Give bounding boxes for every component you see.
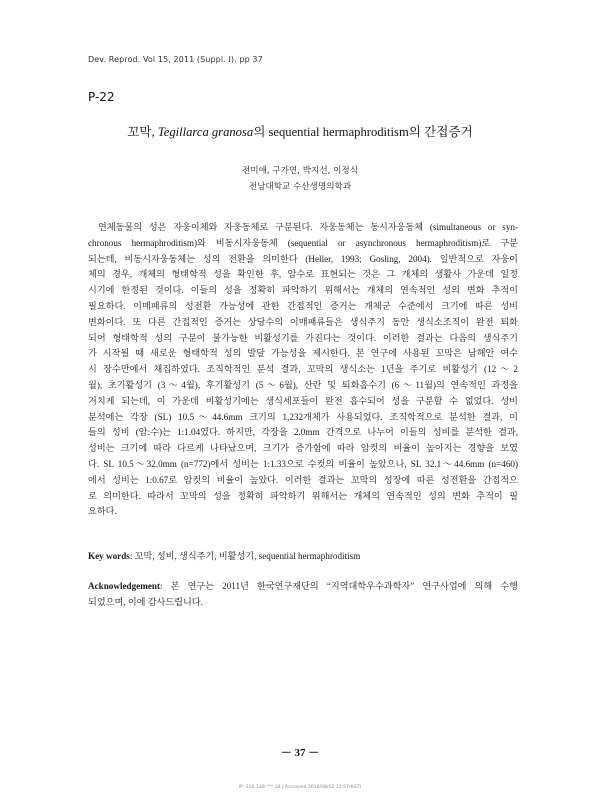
abstract-line: 체의 경우, 개체의 형태학적 성을 확인한 후, 암수로 표현되는 것은 그 개체의 생활사 가운데 일정 (88, 269, 518, 280)
abstract-line: 가 시작될 때 새로운 형태학적 성의 발달 가능성을 제시한다. 본 연구에 사용된 꼬막은 남해안 여수 (88, 348, 518, 359)
abstract-line: 시 장수만에서 채집하였다. 조직학적인 분석 결과, 꼬막의 생식소는 1년을 주기로 비활성기 (12～2 (88, 364, 518, 375)
title-suffix: 의 sequential hermaphroditism의 간접증거 (253, 125, 473, 139)
ack-text: : 본 연구는 2011년 한국연구재단의 “지역대학우수과학자” 연구사업에 의해 수행 (159, 581, 518, 591)
abstract-line: 시기에 한정된 것이다. 이들의 성을 정확히 파악하기 위해서는 개체의 연속적인 성의 변화 추적이 (88, 285, 518, 296)
author-list: 전미애, 구가연, 박지선, 이정식 (241, 166, 358, 176)
ack-line (88, 579, 518, 595)
abstract-line: 되어 형태학적 성의 구분이 불가능한 비활성기를 가진다는 것이다. 이러한 결과는 다음의 생식주기 (88, 332, 518, 343)
keywords-label: Key words (88, 551, 130, 561)
abstract-line: 필요하다. 이매패류의 성전환 가능성에 관한 간접적인 증거는 개체군 수준에서 크기에 따른 성비 (88, 300, 518, 311)
title-species: Tegillarca granosa (157, 125, 254, 139)
abstract-line: 로 의미한다. 따라서 꼬막의 성을 정확히 파악하기 위해서는 개체의 연속적인 성의 변화 추적이 필 (88, 490, 518, 501)
paper-title (0, 121, 600, 140)
journal-header: Dev. Reprod. Vol 15, 2011 (Suppl. I). pp 37 (88, 55, 263, 64)
ack-line: 되었으며, 이에 감사드립니다. (88, 596, 203, 607)
ack-label: Acknowledgement (88, 581, 160, 591)
keywords-text: : 꼬막, 성비, 생식주기, 비활성기, sequential hermaphroditism (129, 551, 361, 561)
abstract-line: 연체동물의 성은 자웅이체와 자웅동체로 구분된다. 자웅동체는 동시자웅동체 (simultaneous or syn- (98, 222, 518, 232)
abstract-line: 성비는 크기에 따라 다르게 나타났으며, 크기가 증가함에 따라 암컷의 비율이 높아지는 경향을 보였 (88, 443, 518, 454)
abstract-line: 들의 성비 (암:수)는 1:1.04였다. 하지만, 각장을 2.0mm 간격으로 나누어 이들의 성비를 분석한 결과, (88, 427, 518, 438)
abstract-line: 다. SL 10.5～32.0mm (n=772)에서 성비는 1:1.33으로 수컷의 비율이 높았으나, SL 32.1～44.6mm (n=460) (88, 458, 518, 469)
affiliation: 전남대학교 수산생명의학과 (248, 182, 352, 192)
page-number: － 37 － (280, 747, 320, 759)
abstract-line: 요하다. (88, 506, 117, 517)
keywords (88, 548, 360, 562)
abstract-body (88, 220, 518, 520)
abstract-line: 변화이다. 또 다른 간접적인 증거는 상당수의 이매패류들은 생식주기 동안 생식소조직이 완전 퇴화 (88, 316, 518, 327)
abstract-line: 분석에는 각장 (SL) 10.5～44.6mm 크기의 1,232개체가 사용되었다. 조직학적으로 분석한 결과, 이 (88, 411, 518, 422)
abstract-line: 되는데, 비동시자웅동체는 성의 전환을 의미한다 (Heller, 1993; Gosling, 2004). 일반적으로 자웅이 (88, 253, 518, 264)
abstract-line: 에서 성비는 1:0.67로 암컷의 비율이 높았다. 이러한 결과는 꼬막의 성장에 따른 성전환을 간접적으 (88, 474, 518, 485)
abstract-line: 거치게 되는데, 이 가운데 비활성기에는 생식세포들이 완전 흡수되어 성을 구분할 수 없었다. 성비 (88, 395, 518, 406)
acknowledgement (88, 579, 518, 611)
title-prefix: 꼬막, (127, 125, 158, 139)
access-footer: IP: 220.149.***.10 | Accessed 2018/08/02 11:57(KST) (238, 785, 362, 790)
poster-id: P-22 (88, 90, 115, 104)
abstract-line: 월), 초기활성기 (3～4월), 후기활성기 (5～6월), 산란 및 퇴화흡수기 (6～11월)의 연속적인 과정을 (88, 379, 518, 390)
abstract-line: chronous hermaphroditism)와 비동시자웅동체 (sequential or asynchronous hermaphroditism)로 구분 (88, 237, 518, 248)
